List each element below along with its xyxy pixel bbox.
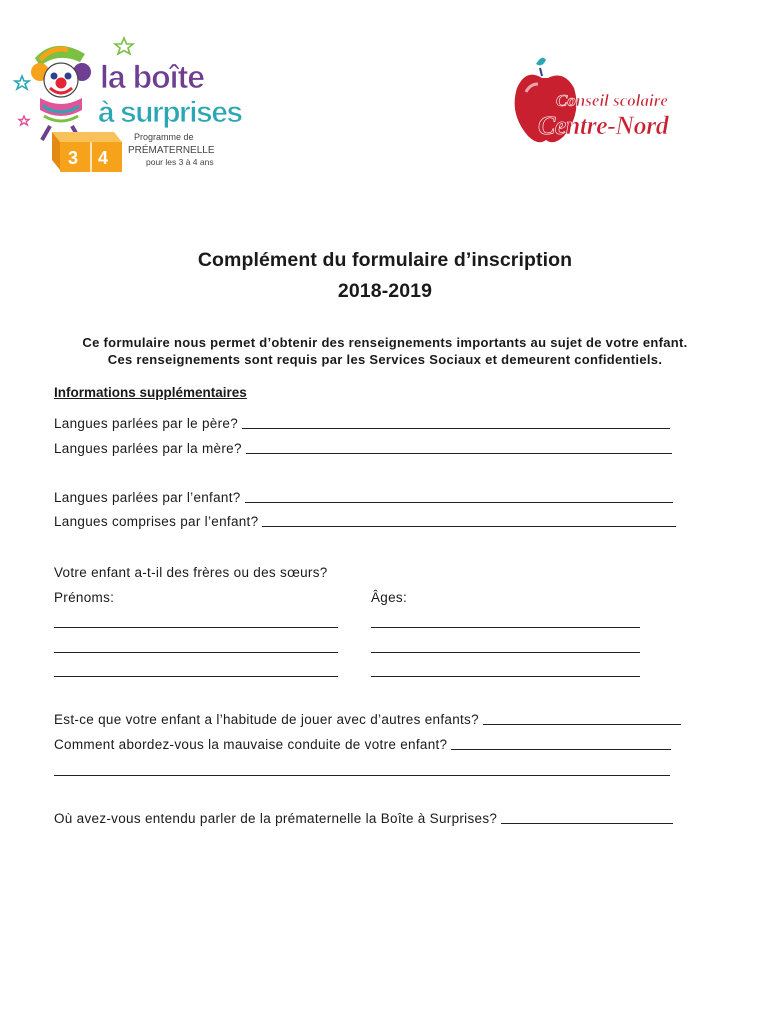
field-entendu (54, 811, 673, 826)
la-boite-a-surprises-logo (10, 32, 245, 180)
field-langues-enfant (54, 490, 673, 505)
field-label: Langues parlées par l’enfant? (54, 490, 241, 505)
age-line-2[interactable] (371, 652, 640, 653)
label-prenoms: Prénoms: (54, 590, 115, 605)
field-label: Votre enfant a-t-il des frères ou des sœurs? (54, 565, 328, 580)
council-name-line2: Centre-Nord (538, 111, 669, 140)
clown-icon (31, 46, 91, 140)
intro-text-line1: Ce formulaire nous permet d’obtenir des renseignements importants au sujet de votre enfant. (82, 335, 688, 350)
label-ages: Âges: (371, 590, 408, 605)
form-title: Complément du formulaire d’inscription (197, 249, 573, 271)
field-label: Langues comprises par l’enfant? (54, 514, 259, 529)
field-label: Où avez-vous entendu parler de la prématernelle la Boîte à Surprises? (54, 811, 498, 826)
surprise-box-icon (52, 132, 122, 172)
age-line-3[interactable] (371, 676, 640, 677)
field-jouer (54, 712, 681, 727)
logo-wordmark-line2: à surprises (98, 96, 242, 129)
prenom-line-3[interactable] (54, 676, 338, 677)
prenom-line-2[interactable] (54, 652, 338, 653)
star-icon (19, 116, 29, 125)
program-name: PRÉMATERNELLE (128, 145, 215, 156)
answer-line[interactable] (483, 724, 681, 725)
box-number: 4 (98, 148, 109, 168)
field-conduite (54, 737, 671, 752)
field-label: Est-ce que votre enfant a l’habitude de jouer avec d’autres enfants? (54, 712, 479, 727)
program-label: Programme de (134, 132, 194, 142)
star-icon (15, 76, 29, 89)
field-langues-pere (54, 416, 670, 431)
conseil-scolaire-centre-nord-logo (512, 54, 692, 150)
prenom-line-1[interactable] (54, 627, 338, 628)
field-langues-comprises (54, 514, 676, 529)
field-langues-mere (54, 441, 672, 456)
council-name-line1: Conseil scolaire (556, 91, 668, 110)
box-number: 3 (68, 148, 79, 168)
program-age: pour les 3 à 4 ans (146, 157, 214, 167)
field-freres-soeurs (54, 565, 328, 580)
conduite-continuation-line[interactable] (54, 775, 670, 776)
section-heading: Informations supplémentaires (54, 385, 247, 400)
answer-line[interactable] (242, 428, 670, 429)
field-label: Langues parlées par le père? (54, 416, 239, 431)
intro-text-line2: Ces renseignements sont requis par les Services Sociaux et demeurent confidentiels. (107, 352, 663, 367)
field-label: Langues parlées par la mère? (54, 441, 242, 456)
form-year: 2018-2019 (337, 280, 433, 302)
field-label: Comment abordez-vous la mauvaise conduite de votre enfant? (54, 737, 448, 752)
star-icon (115, 38, 133, 54)
age-line-1[interactable] (371, 627, 640, 628)
answer-line[interactable] (451, 749, 671, 750)
logo-wordmark-line1: la boîte (100, 59, 205, 95)
answer-line[interactable] (262, 526, 676, 527)
answer-line[interactable] (501, 823, 673, 824)
answer-line[interactable] (246, 453, 672, 454)
answer-line[interactable] (245, 502, 673, 503)
